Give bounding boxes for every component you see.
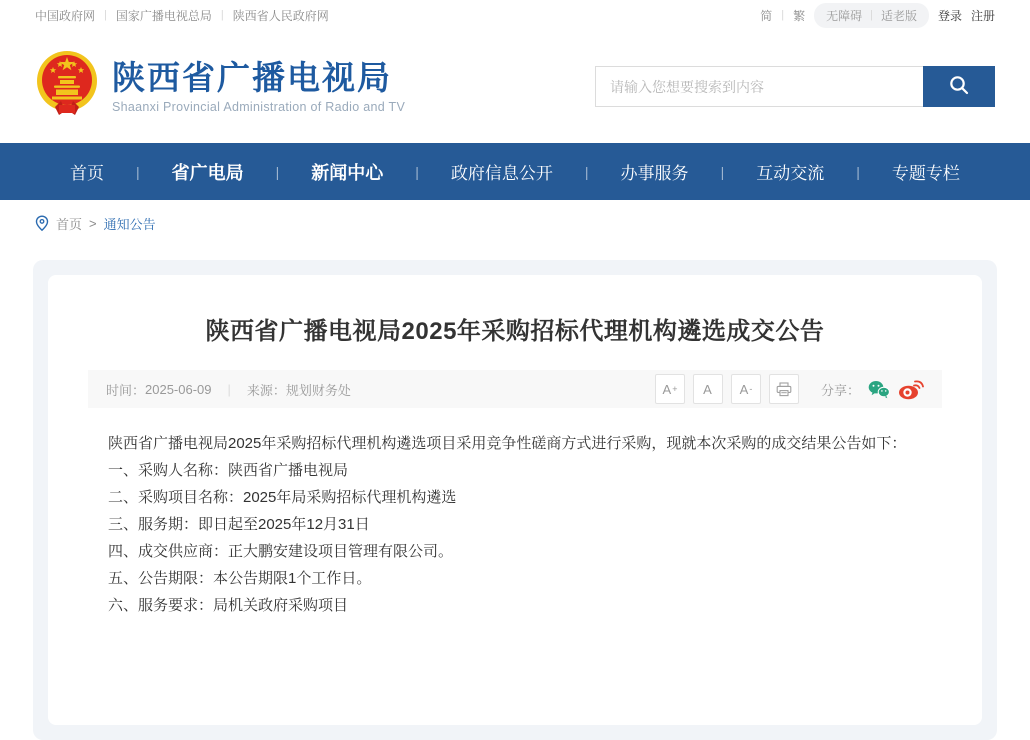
article-paragraph: 一、采购人名称：陕西省广播电视局 [108, 462, 349, 479]
article-title: 陕西省广播电视局2025年采购招标代理机构遴选成交公告 [205, 318, 825, 345]
register-button[interactable]: 注册 [970, 8, 995, 23]
article-paragraph: 六、服务要求：局机关政府采购项目 [108, 597, 349, 614]
article-paragraph: 四、成交供应商：正大鹏安建设项目管理有限公司。 [108, 543, 454, 560]
font-increase-button[interactable]: A + [655, 374, 685, 404]
nav-separator: | [720, 163, 725, 180]
print-button[interactable] [769, 374, 799, 404]
login-button[interactable]: 登录 [937, 8, 962, 23]
meta-time-value: 2025-06-09 [145, 381, 212, 397]
divider: | [104, 9, 107, 21]
link-china-gov[interactable]: 中国政府网 [35, 8, 96, 23]
nav-item-interaction[interactable]: 互动交流 [756, 164, 825, 183]
article-paragraph: 二、采购项目名称：2025年局采购招标代理机构遴选 [108, 489, 457, 506]
site-header [0, 30, 1030, 143]
elderly-mode-button[interactable]: 适老版 [880, 8, 917, 23]
accessibility-button[interactable]: 无障碍 [826, 8, 863, 23]
lang-simplified-button[interactable]: 简 [760, 8, 773, 23]
nav-item-bureau[interactable]: 省广电局 [171, 162, 244, 183]
article-body [88, 408, 942, 619]
breadcrumb-current[interactable]: 通知公告 [103, 216, 156, 232]
site-name: 陕西省广播电视局 [112, 59, 392, 97]
lang-traditional-button[interactable]: 繁 [793, 8, 806, 23]
site-logo[interactable] [35, 49, 405, 124]
location-pin-icon [35, 215, 49, 231]
breadcrumb-home[interactable]: 首页 [56, 216, 83, 232]
article-meta-bar [88, 370, 942, 408]
link-shaanxi-gov[interactable]: 陕西省人民政府网 [232, 8, 329, 23]
font-decrease-button[interactable]: A - [731, 374, 761, 404]
meta-time-label: 时间： [106, 382, 146, 398]
weibo-share-icon[interactable] [898, 378, 924, 400]
search-icon [948, 74, 970, 99]
link-nrta[interactable]: 国家广播电视总局 [115, 8, 212, 23]
breadcrumb-separator: > [89, 215, 97, 231]
nav-separator: | [136, 163, 140, 180]
article-paragraph: 陕西省广播电视局2025年采购招标代理机构遴选项目采用竞争性磋商方式进行采购，现就本次采购的成交结果公告如下： [108, 435, 907, 452]
nav-item-services[interactable]: 办事服务 [620, 164, 689, 183]
main-nav [0, 143, 1030, 200]
meta-source-label: 来源： [246, 382, 286, 398]
font-normal-button[interactable]: A [693, 374, 723, 404]
nav-separator: | [415, 163, 419, 180]
nav-item-info-disclosure[interactable]: 政府信息公开 [450, 164, 553, 183]
user-utilities [760, 3, 995, 28]
search-input[interactable] [595, 66, 923, 107]
wechat-share-icon[interactable] [868, 380, 890, 399]
gov-links [35, 7, 329, 24]
article-paragraph: 五、公告期限：本公告期限1个工作日。 [108, 570, 372, 587]
divider: | [870, 9, 873, 21]
nav-item-special-topics[interactable]: 专题专栏 [891, 164, 960, 183]
divider: | [781, 9, 785, 21]
article-tools [655, 374, 924, 404]
content-panel [33, 260, 997, 740]
accessibility-pill [814, 3, 929, 28]
divider: | [220, 9, 224, 21]
share-label: 分享： [820, 382, 860, 398]
printer-icon [776, 382, 792, 397]
top-utility-bar [0, 0, 1030, 30]
nav-separator: | [584, 163, 589, 180]
breadcrumb [0, 200, 1030, 246]
national-emblem-icon [35, 49, 99, 124]
nav-item-home[interactable]: 首页 [70, 164, 104, 183]
search-button[interactable] [923, 66, 995, 107]
site-name-english: Shaanxi Provincial Administration of Radio and TV [112, 99, 406, 114]
article-card [48, 275, 982, 725]
nav-separator: | [856, 163, 860, 180]
meta-source-value: 规划财务处 [285, 382, 351, 398]
site-search [595, 66, 995, 107]
meta-divider: | [227, 381, 231, 397]
article-paragraph: 三、服务期：即日起至2025年12月31日 [108, 516, 370, 533]
nav-separator: | [275, 163, 280, 180]
nav-item-news[interactable]: 新闻中心 [311, 162, 384, 183]
